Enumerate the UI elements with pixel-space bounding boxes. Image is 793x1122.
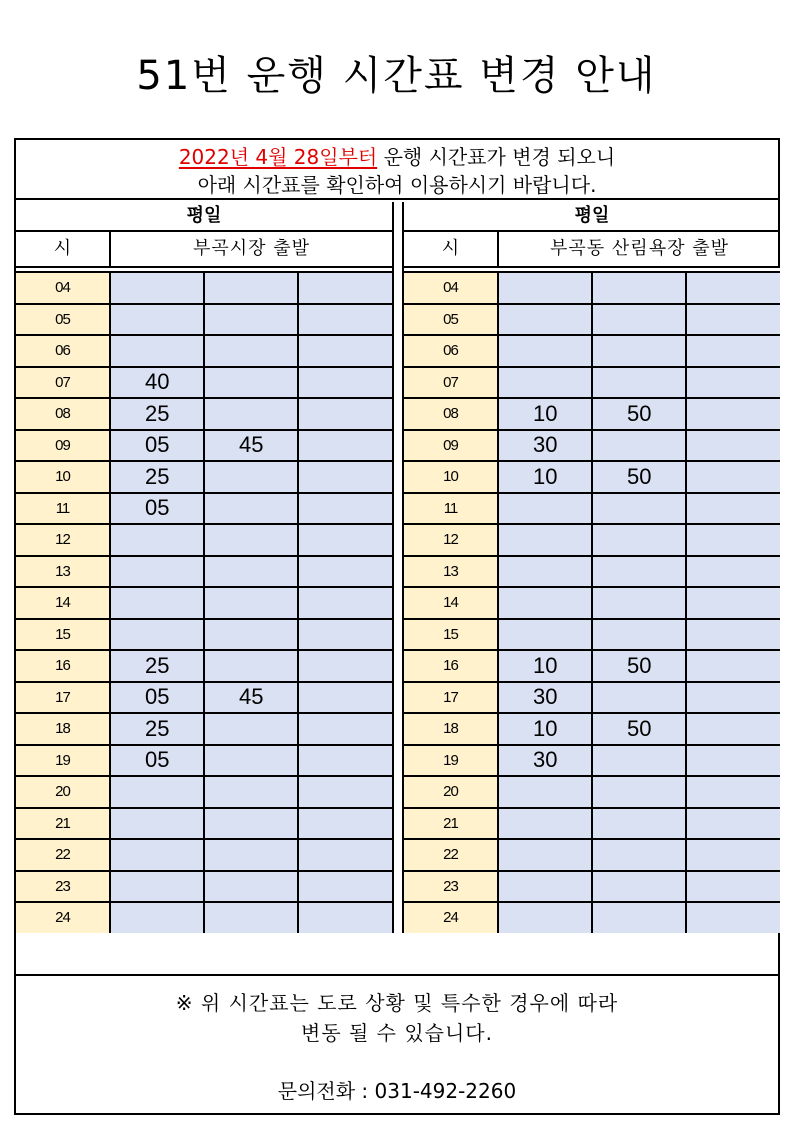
table-row [404,367,780,399]
departure-minute-cell: 25 [110,713,204,745]
departure-minute-cell: 45 [204,430,298,462]
table-row [404,871,780,903]
departure-minute-cell: 10 [498,461,592,493]
hour-cell: 17 [16,682,110,714]
table-row [16,430,392,462]
departure-minute-cell [204,808,298,840]
timetable-right [402,202,780,933]
table-row [16,902,392,933]
departure-minute-cell [110,273,204,304]
departure-minute-cell [592,304,686,336]
table-row [404,461,780,493]
departure-minute-cell [204,871,298,903]
table-row [16,808,392,840]
notice-line-1 [16,143,778,171]
table-row [16,304,392,336]
table-row [16,839,392,871]
hour-cell: 13 [404,556,498,588]
departure-minute-cell [686,682,780,714]
departure-minute-cell: 10 [498,713,592,745]
departure-minute-cell [298,682,392,714]
table-row [16,524,392,556]
departure-minute-cell [498,367,592,399]
hour-column-header: 시 [16,232,111,266]
effective-date: 2022년 4월 28일부터 [178,145,378,169]
departure-minute-cell [498,556,592,588]
departure-minute-cell: 05 [110,493,204,525]
departure-minute-cell [686,745,780,777]
table-row [404,808,780,840]
departure-minute-cell [204,902,298,933]
column-header [16,232,392,268]
hour-cell: 04 [16,273,110,304]
hour-cell: 15 [16,619,110,651]
departure-minute-cell [298,556,392,588]
departure-minute-cell [110,524,204,556]
departure-minute-cell [204,461,298,493]
hour-cell: 19 [16,745,110,777]
table-row [404,335,780,367]
disclaimer-line-1: ※ 위 시간표는 도로 상황 및 특수한 경우에 따라 [175,991,619,1015]
departure-minute-cell [498,335,592,367]
hour-cell: 12 [16,524,110,556]
hour-cell: 23 [404,871,498,903]
change-notice [16,140,778,200]
departure-minute-cell [498,902,592,933]
table-row [404,713,780,745]
departure-minute-cell [592,524,686,556]
departure-minute-cell [204,335,298,367]
hour-cell: 21 [16,808,110,840]
table-row [404,493,780,525]
hour-cell: 21 [404,808,498,840]
schedule-table [16,273,392,933]
departure-minute-cell [204,619,298,651]
departure-minute-cell [686,430,780,462]
departure-minute-cell [498,776,592,808]
departure-minute-cell: 45 [204,682,298,714]
departure-minute-cell [298,430,392,462]
table-row [16,335,392,367]
hour-cell: 04 [404,273,498,304]
schedule-table [404,273,780,933]
departure-minute-cell [204,273,298,304]
table-row [404,650,780,682]
departure-minute-cell [592,335,686,367]
departure-minute-cell [298,524,392,556]
notice-line-2: 아래 시간표를 확인하여 이용하시기 바랍니다. [197,173,597,197]
hour-cell: 15 [404,619,498,651]
departure-minute-cell: 50 [592,650,686,682]
departure-minute-cell [592,493,686,525]
departure-minute-cell [298,493,392,525]
hour-cell: 18 [404,713,498,745]
hour-cell: 22 [404,839,498,871]
page-title: 51번 운행 시간표 변경 안내 [136,53,657,99]
column-header [404,232,780,268]
departure-minute-cell [110,871,204,903]
hour-cell: 20 [16,776,110,808]
departure-minute-cell [498,587,592,619]
table-row [16,745,392,777]
table-divider [394,202,400,974]
departure-minute-cell [686,461,780,493]
departure-minute-cell [498,619,592,651]
departure-minute-cell [592,776,686,808]
departure-minute-cell [686,650,780,682]
departure-minute-cell [298,902,392,933]
departure-minute-cell [686,273,780,304]
departure-minute-cell [298,619,392,651]
table-row [16,556,392,588]
table-row [404,902,780,933]
departure-minute-cell [298,304,392,336]
departure-minute-cell [686,304,780,336]
table-row [404,682,780,714]
departure-minute-cell [298,839,392,871]
departure-minute-cell [592,902,686,933]
departure-minute-cell [686,367,780,399]
departure-minute-cell [592,745,686,777]
day-type-label: 평일 [404,202,780,232]
table-row [404,587,780,619]
hour-cell: 18 [16,713,110,745]
table-row [16,398,392,430]
notice-line-1-text: 운행 시간표가 변경 되오니 [377,145,616,169]
table-row [16,650,392,682]
hour-cell: 24 [16,902,110,933]
departure-minute-cell [204,839,298,871]
hour-cell: 08 [404,398,498,430]
departure-minute-cell: 05 [110,745,204,777]
hour-cell: 11 [16,493,110,525]
departure-minute-cell [498,304,592,336]
table-row [404,273,780,304]
departure-minute-cell [204,713,298,745]
departure-minute-cell [686,398,780,430]
departure-minute-cell [298,650,392,682]
departure-minute-cell: 30 [498,745,592,777]
footer-notice [16,974,778,1113]
departure-minute-cell [686,335,780,367]
departure-minute-cell [686,524,780,556]
departure-minute-cell [686,839,780,871]
departure-minute-cell: 30 [498,430,592,462]
departure-minute-cell: 05 [110,682,204,714]
hour-cell: 16 [404,650,498,682]
table-row [16,273,392,304]
departure-minute-cell [686,619,780,651]
table-row [16,493,392,525]
departure-minute-cell [110,839,204,871]
departure-minute-cell [204,556,298,588]
departure-minute-cell [204,304,298,336]
departure-minute-cell [298,587,392,619]
departure-minute-cell [592,273,686,304]
departure-minute-cell [592,587,686,619]
departure-minute-cell [298,808,392,840]
departure-minute-cell: 25 [110,650,204,682]
departure-minute-cell [204,587,298,619]
hour-cell: 22 [16,839,110,871]
hour-cell: 07 [404,367,498,399]
hour-cell: 05 [16,304,110,336]
departure-minute-cell [110,776,204,808]
departure-minute-cell [110,902,204,933]
hour-cell: 14 [16,587,110,619]
departure-minute-cell [298,335,392,367]
departure-minute-cell [204,650,298,682]
table-row [16,682,392,714]
departure-minute-cell: 10 [498,398,592,430]
departure-minute-cell [498,273,592,304]
departure-minute-cell [686,902,780,933]
departure-minute-cell [592,430,686,462]
departure-minute-cell [592,808,686,840]
hour-cell: 09 [16,430,110,462]
hour-cell: 16 [16,650,110,682]
table-row [404,524,780,556]
hour-cell: 24 [404,902,498,933]
departure-minute-cell: 25 [110,461,204,493]
hour-cell: 10 [404,461,498,493]
departure-minute-cell [592,556,686,588]
departure-minute-cell [204,524,298,556]
departure-minute-cell [592,839,686,871]
hour-cell: 19 [404,745,498,777]
table-row [16,367,392,399]
hour-cell: 23 [16,871,110,903]
timetable-frame [14,138,780,1115]
day-type-label: 평일 [16,202,392,232]
departure-minute-cell [204,493,298,525]
table-row [16,461,392,493]
hour-cell: 14 [404,587,498,619]
departure-minute-cell [592,367,686,399]
table-row [16,587,392,619]
disclaimer-line-2: 변동 될 수 있습니다. [301,1021,493,1045]
departure-minute-cell [298,745,392,777]
departure-minute-cell [686,556,780,588]
departure-minute-cell: 50 [592,713,686,745]
table-row [404,304,780,336]
departure-minute-cell [498,524,592,556]
departure-minute-cell [592,619,686,651]
departure-minute-cell [298,398,392,430]
departure-minute-cell [592,682,686,714]
departure-minute-cell [498,871,592,903]
departure-minute-cell [204,367,298,399]
hour-cell: 08 [16,398,110,430]
departure-minute-cell [204,776,298,808]
departure-column-header: 부곡동 산림욕장 출발 [550,238,729,259]
departure-minute-cell [686,587,780,619]
departure-minute-cell [592,871,686,903]
hour-cell: 10 [16,461,110,493]
hour-cell: 07 [16,367,110,399]
departure-minute-cell [686,808,780,840]
hour-cell: 12 [404,524,498,556]
departure-minute-cell [498,808,592,840]
contact-phone: 문의전화 : 031-492-2260 [277,1079,517,1103]
hour-cell: 13 [16,556,110,588]
hour-cell: 09 [404,430,498,462]
table-row [16,713,392,745]
departure-minute-cell: 30 [498,682,592,714]
departure-minute-cell [110,304,204,336]
hour-cell: 11 [404,493,498,525]
departure-minute-cell: 05 [110,430,204,462]
departure-minute-cell [298,713,392,745]
table-row [404,619,780,651]
departure-minute-cell [498,493,592,525]
hour-cell: 05 [404,304,498,336]
departure-minute-cell: 10 [498,650,592,682]
departure-minute-cell [498,839,592,871]
timetable-left [16,202,394,933]
departure-column-header: 부곡시장 출발 [192,238,311,259]
departure-minute-cell: 40 [110,367,204,399]
departure-minute-cell [110,587,204,619]
hour-column-header: 시 [404,232,499,266]
hour-cell: 06 [404,335,498,367]
table-row [16,619,392,651]
departure-minute-cell [686,713,780,745]
table-row [404,398,780,430]
departure-minute-cell [298,367,392,399]
departure-minute-cell [686,871,780,903]
departure-minute-cell [204,398,298,430]
hour-cell: 06 [16,335,110,367]
departure-minute-cell [110,808,204,840]
departure-minute-cell [110,335,204,367]
table-row [404,745,780,777]
table-row [404,430,780,462]
table-row [16,871,392,903]
departure-minute-cell: 50 [592,461,686,493]
departure-minute-cell [686,776,780,808]
table-row [16,776,392,808]
table-row [404,839,780,871]
table-row [404,556,780,588]
hour-cell: 17 [404,682,498,714]
departure-minute-cell [686,493,780,525]
departure-minute-cell [110,619,204,651]
departure-minute-cell: 50 [592,398,686,430]
departure-minute-cell [204,745,298,777]
departure-minute-cell [298,461,392,493]
departure-minute-cell [298,776,392,808]
table-row [404,776,780,808]
departure-minute-cell [298,871,392,903]
departure-minute-cell: 25 [110,398,204,430]
departure-minute-cell [298,273,392,304]
departure-minute-cell [110,556,204,588]
hour-cell: 20 [404,776,498,808]
